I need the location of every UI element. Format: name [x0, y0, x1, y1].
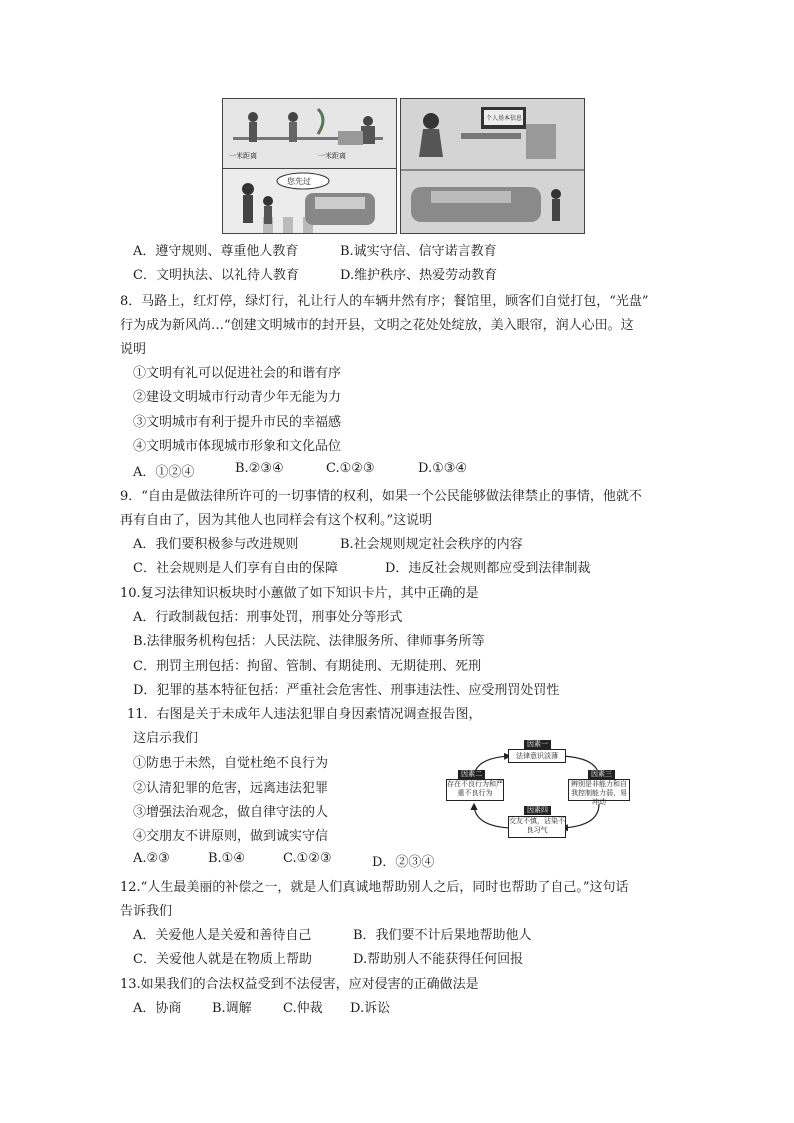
q11-statement-3: ③增强法治观念，做自律守法的人 [133, 805, 329, 820]
factor-4-text: 交友不慎，沾染不良习气 [509, 817, 565, 834]
q10-option-d[interactable]: D．犯罪的基本特征包括：严重社会危害性、刑事违法性、应受刑罚处罚性 [133, 683, 560, 698]
q10-option-b[interactable]: B.法律服务机构包括：人民法院、法律服务所、律师事务所等 [133, 634, 485, 649]
q8-statement-3: ③文明城市有利于提升市民的幸福感 [133, 415, 342, 430]
factor-4-title: 因素四 [524, 806, 551, 815]
cartoon-screen-text: 个人基本信息 [486, 115, 523, 122]
q12-stem-line1: 12.“人生最美丽的补偿之一，就是人们真诚地帮助别人之后，同时也帮助了自己。”这句话 [120, 880, 629, 895]
q8-option-b[interactable]: B.②③④ [235, 461, 284, 476]
factor-diagram [444, 740, 630, 842]
q11-stem-line2: 这启示我们 [133, 731, 199, 746]
q8-stem-line3: 说明 [120, 342, 147, 357]
q13-option-c[interactable]: C.仲裁 [283, 1001, 323, 1016]
factor-2-title: 因素二 [458, 770, 485, 779]
q10-option-a[interactable]: A．行政制裁包括：刑事处罚，刑事处分等形式 [133, 610, 403, 625]
q11-statement-1: ①防患于未然，自觉杜绝不良行为 [133, 756, 329, 771]
q8-stem-line1: 8．马路上，红灯停，绿灯行，礼让行人的车辆井然有序；餐馆里，顾客们自觉打包，“光盘” [120, 294, 649, 309]
q10-stem: 10.复习法律知识板块时小蕙做了如下知识卡片，其中正确的是 [120, 586, 479, 601]
q13-option-b[interactable]: B.调解 [212, 1001, 252, 1016]
q8-option-d[interactable]: D.①③④ [418, 461, 468, 476]
q11-statement-4: ④交朋友不讲原则，做到诚实守信 [133, 829, 329, 844]
factor-2-box [446, 779, 504, 801]
q9-option-a[interactable]: A．我们要积极参与改进规则 [133, 537, 299, 552]
factor-1-title: 因素一 [524, 740, 551, 749]
cartoon-crosswalk-panel [222, 168, 397, 234]
cartoon-queue-panel [222, 98, 397, 169]
q7-option-d[interactable]: D.维护秩序、热爱劳动教育 [340, 268, 498, 283]
cartoon-label-left: 一米距离 [229, 152, 257, 160]
factor-2-text: 存在不良行为和严重不良行为 [447, 780, 503, 797]
q11-option-a[interactable]: A.②③ [133, 851, 170, 866]
q8-stem-line2: 行为成为新风尚…“创建文明城市的封开县，文明之花处处绽放，美入眼帘，润人心田。这 [120, 318, 634, 333]
q9-option-c[interactable]: C．社会规则是人们享有自由的保障 [133, 561, 338, 576]
q8-statement-2: ②建设文明城市行动青少年无能为力 [133, 390, 342, 405]
cartoon-information-panel [400, 98, 585, 234]
q7-option-b[interactable]: B.诚实守信、信守诺言教育 [340, 244, 497, 259]
q13-option-d[interactable]: D.诉讼 [350, 1001, 391, 1016]
q11-stem-line1: 11．右图是关于未成年人违法犯罪自身因素情况调查报告图， [127, 707, 482, 722]
factor-3-text: 辨别是非能力和自我控制能力弱，易冲动 [571, 780, 627, 806]
q7-option-a[interactable]: A．遵守规则、尊重他人教育 [133, 244, 299, 259]
cartoon-speech-text: 您先过 [287, 177, 311, 186]
factor-3-title: 因素三 [588, 770, 615, 779]
q9-option-b[interactable]: B.社会规则规定社会秩序的内容 [340, 537, 523, 552]
q8-option-a[interactable]: A．①②④ [133, 465, 195, 480]
cartoon-label-right: 一米距离 [318, 152, 346, 160]
q8-option-c[interactable]: C.①②③ [326, 461, 375, 476]
q12-stem-line2: 告诉我们 [120, 904, 173, 919]
q10-option-c[interactable]: C．刑罚主刑包括：拘留、管制、有期徒刑、无期徒刑、死刑 [133, 659, 481, 674]
q11-option-b[interactable]: B.①④ [208, 851, 245, 866]
q11-statement-2: ②认清犯罪的危害，远离违法犯罪 [133, 781, 329, 796]
factor-3-box [568, 779, 630, 806]
q13-option-a[interactable]: A．协商 [133, 1001, 182, 1016]
q12-option-c[interactable]: C．关爱他人就是在物质上帮助 [133, 952, 312, 967]
q9-option-d[interactable]: D．违反社会规则都应受到法律制裁 [385, 561, 591, 576]
q8-statement-4: ④文明城市体现城市形象和文化品位 [133, 439, 342, 454]
q12-option-a[interactable]: A．关爱他人是关爱和善待自己 [133, 928, 312, 943]
q12-option-b[interactable]: B．我们要不计后果地帮助他人 [353, 928, 532, 943]
q13-stem: 13.如果我们的合法权益受到不法侵害，应对侵害的正确做法是 [120, 977, 479, 992]
q7-option-c[interactable]: C．文明执法、以礼待人教育 [133, 268, 299, 283]
factor-4-box [508, 816, 566, 838]
q9-stem-line1: 9．“自由是做法律所许可的一切事情的权利，如果一个公民能够做法律禁止的事情，他就不 [120, 489, 642, 504]
factor-1-box [508, 749, 566, 763]
q9-stem-line2: 再有自由了，因为其他人也同样会有这个权利。”这说明 [120, 513, 433, 528]
q11-option-d[interactable]: D．②③④ [372, 855, 435, 870]
q8-statement-1: ①文明有礼可以促进社会的和谐有序 [133, 366, 342, 381]
q12-option-d[interactable]: D.帮助别人不能获得任何回报 [353, 952, 524, 967]
factor-1-text: 法律意识淡薄 [516, 752, 558, 760]
q11-option-c[interactable]: C.①②③ [283, 851, 332, 866]
